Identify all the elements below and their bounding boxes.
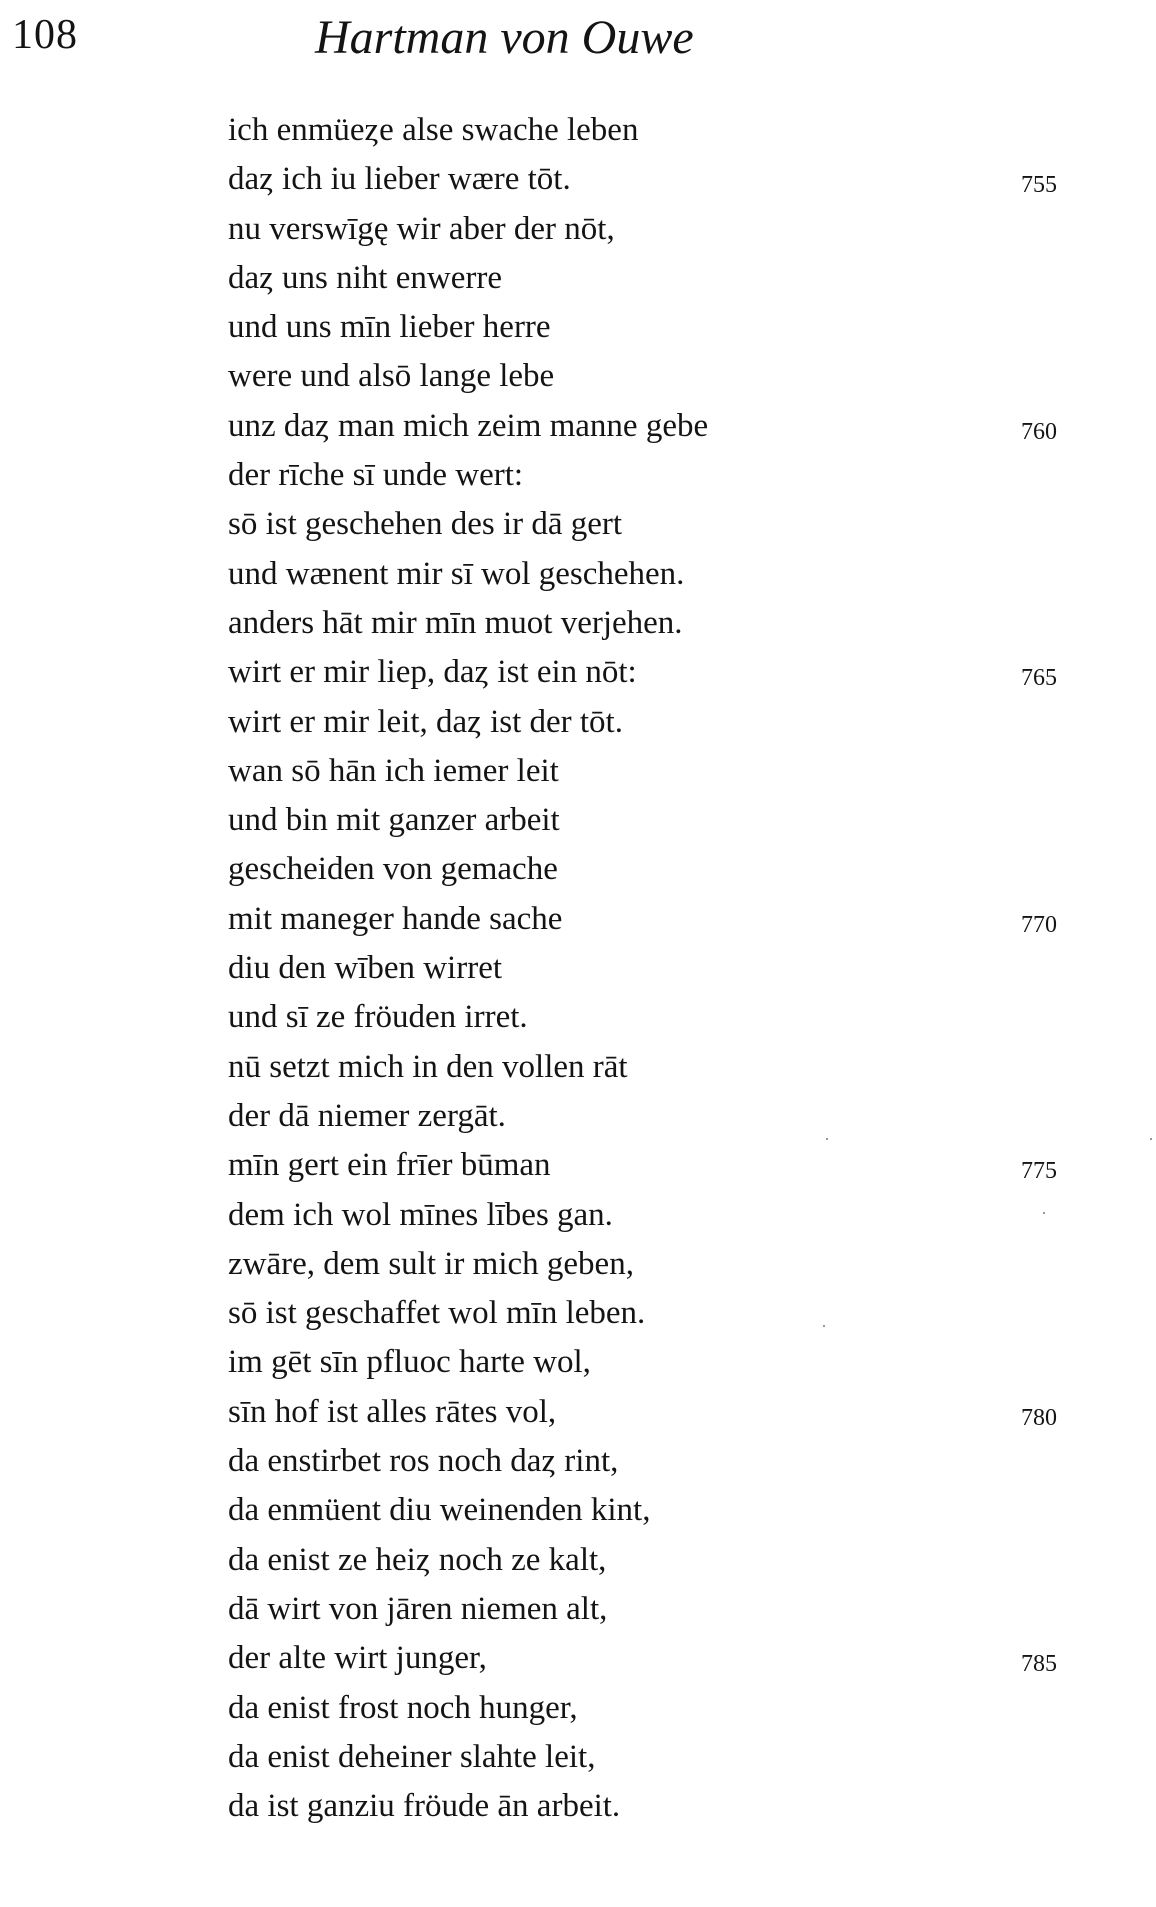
verse-text: und uns mīn lieber herre: [228, 309, 551, 346]
verse-line: [228, 599, 1068, 648]
verse-line: [228, 1191, 1068, 1240]
page-number: 108: [12, 12, 78, 58]
verse-text: gescheiden von gemache: [228, 851, 558, 888]
verse-line: [228, 1437, 1068, 1486]
verse-text: wan sō hān ich iemer leit: [228, 752, 559, 789]
verse-line-number: 775: [1021, 1158, 1057, 1185]
verse-text: dem ich wol mīnes lībes gan.: [228, 1196, 613, 1233]
scan-speck: [1150, 1138, 1152, 1140]
verse-line: [228, 845, 1068, 894]
verse-line-number: 785: [1021, 1651, 1057, 1678]
verse-line: [228, 1092, 1068, 1141]
verse-text: sō ist geschaffet wol mīn leben.: [228, 1295, 646, 1332]
verse-line: [228, 106, 1068, 155]
verse-line: [228, 1240, 1068, 1289]
verse-text: und wænent mir sī wol geschehen.: [228, 555, 685, 592]
verse-line: [228, 451, 1068, 500]
verse-text: da enist frost noch hunger,: [228, 1689, 578, 1726]
verse-line: [228, 205, 1068, 254]
verse-text: anders hāt mir mīn muot verjehen.: [228, 604, 683, 641]
verse-line: [228, 648, 1068, 697]
verse-line: [228, 1043, 1068, 1092]
verse-text: daȥ uns niht enwerre: [228, 259, 502, 296]
verse-line-number: 765: [1021, 665, 1057, 692]
verse-line: [228, 944, 1068, 993]
verse-text: wirt er mir leit, daȥ ist der tōt.: [228, 703, 623, 740]
verse-text: der dā niemer zergāt.: [228, 1097, 506, 1134]
scan-speck: [823, 1325, 825, 1327]
verse-line-number: 780: [1021, 1404, 1057, 1431]
verse-line: [228, 1782, 1068, 1831]
verse-text: da enist ze heiȥ noch ze kalt,: [228, 1541, 607, 1578]
verse-text: da enstirbet ros noch daȥ rint,: [228, 1443, 619, 1480]
verse-line: [228, 155, 1068, 204]
verse-line: [228, 254, 1068, 303]
verse-text: dā wirt von jāren niemen alt,: [228, 1590, 608, 1627]
verse-line: [228, 895, 1068, 944]
verse-text: wirt er mir liep, daȥ ist ein nōt:: [228, 654, 637, 691]
verse-text: im gēt sīn pfluoc harte wol,: [228, 1344, 591, 1381]
verse-text: zwāre, dem sult ir mich geben,: [228, 1245, 634, 1282]
verse-text: unz daȥ man mich zeim manne gebe: [228, 407, 709, 444]
verse-text: diu den wīben wirret: [228, 950, 503, 987]
verse-text: daȥ ich iu lieber wære tōt.: [228, 161, 571, 198]
verse-line: [228, 303, 1068, 352]
verse-line: [228, 1585, 1068, 1634]
verse-line: [228, 1536, 1068, 1585]
verse-text: mīn gert ein frīer būman: [228, 1147, 551, 1184]
verse-line: [228, 550, 1068, 599]
verse-line: [228, 1388, 1068, 1437]
verse-line: [228, 1289, 1068, 1338]
verse-text: mit maneger hande sache: [228, 900, 563, 937]
verse-line: [228, 1684, 1068, 1733]
verse-text: nū setzt mich in den vollen rāt: [228, 1048, 628, 1085]
verse-block: [228, 106, 1068, 1831]
verse-text: nu verswīgę wir aber der nōt,: [228, 210, 615, 247]
verse-text: und sī ze fröuden irret.: [228, 999, 528, 1036]
verse-text: ich enmüeȥe alse swache leben: [228, 112, 639, 148]
verse-text: der rīche sī unde wert:: [228, 457, 524, 494]
verse-text: sīn hof ist alles rātes vol,: [228, 1393, 557, 1430]
verse-text: da enist deheiner slahte leit,: [228, 1738, 596, 1775]
verse-text: were und alsō lange lebe: [228, 358, 555, 395]
verse-line: [228, 1141, 1068, 1190]
verse-line: [228, 698, 1068, 747]
verse-line: [228, 1486, 1068, 1535]
verse-text: da enmüent diu weinenden kint,: [228, 1492, 651, 1529]
running-title: Hartman von Ouwe: [315, 11, 694, 64]
verse-line: [228, 352, 1068, 401]
verse-line: [228, 402, 1068, 451]
verse-line: [228, 796, 1068, 845]
verse-line: [228, 500, 1068, 549]
verse-line: [228, 747, 1068, 796]
verse-text: der alte wirt junger,: [228, 1640, 487, 1677]
verse-text: und bin mit ganzer arbeit: [228, 802, 560, 839]
verse-line-number: 770: [1021, 911, 1057, 938]
verse-line-number: 760: [1021, 418, 1057, 445]
verse-line: [228, 1733, 1068, 1782]
scan-speck: [826, 1138, 828, 1140]
verse-line: [228, 1338, 1068, 1387]
verse-text: da ist ganziu fröude ān arbeit.: [228, 1788, 621, 1825]
verse-line: [228, 993, 1068, 1042]
verse-text: sō ist geschehen des ir dā gert: [228, 506, 623, 543]
scan-speck: [1043, 1212, 1045, 1214]
verse-line-number: 755: [1021, 172, 1057, 199]
verse-line: [228, 1634, 1068, 1683]
